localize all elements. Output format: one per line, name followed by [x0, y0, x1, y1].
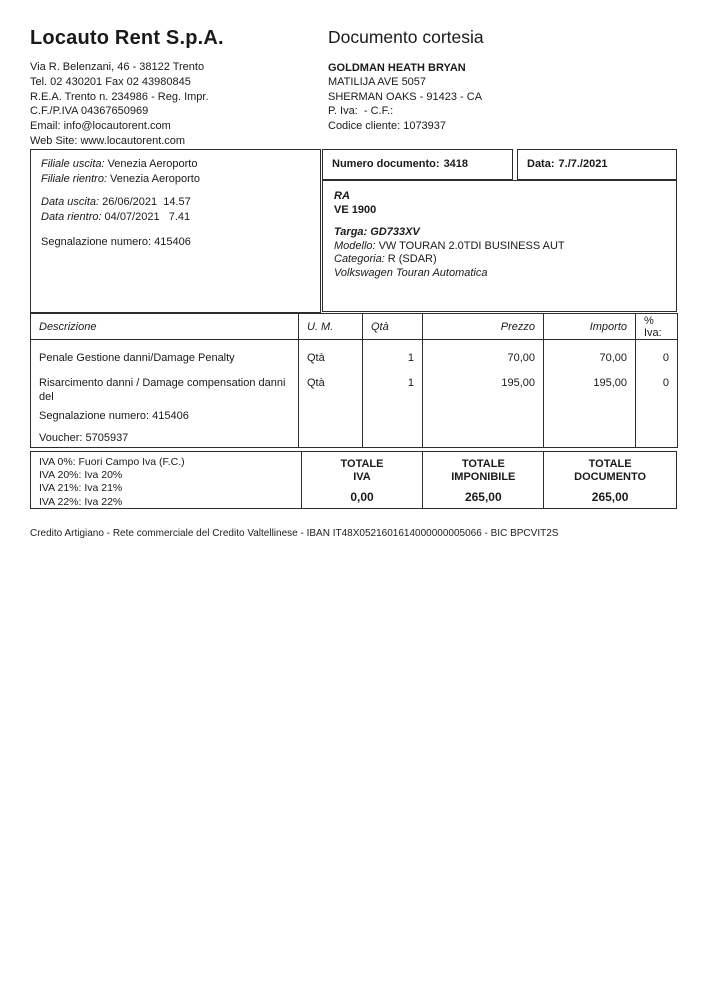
- customer-name: GOLDMAN HEATH BRYAN: [328, 62, 466, 74]
- branch-out-label: Filiale uscita:: [41, 158, 105, 170]
- header-prezzo: Prezzo: [423, 314, 544, 340]
- company-address: Via R. Belenzani, 46 - 38122 Trento: [30, 61, 205, 73]
- company-details: [30, 60, 224, 149]
- total-document-label-1: TOTALE: [588, 458, 632, 470]
- vehicle-info-box: [322, 180, 677, 312]
- date-in-line: [41, 210, 310, 225]
- category-line: [334, 253, 665, 267]
- header-importo: Importo: [544, 314, 636, 340]
- company-fiscal-code: C.F./P.IVA 04367650969: [30, 105, 149, 118]
- item-row: [31, 340, 678, 370]
- document-date-box: [517, 149, 677, 180]
- report-number-row: [31, 410, 678, 428]
- item-price: 195,00: [423, 370, 544, 410]
- voucher-row: [31, 428, 678, 448]
- date-out-label: Data uscita:: [41, 196, 100, 208]
- model-label: Modello:: [334, 239, 376, 252]
- total-document-box: [543, 452, 676, 508]
- branch-in-line: [41, 172, 310, 187]
- header-qta: Qtà: [363, 314, 423, 340]
- company-name: Locauto Rent S.p.A.: [30, 27, 224, 49]
- item-amount: 195,00: [544, 370, 636, 410]
- branch-in-value: Venezia Aeroporto: [110, 173, 200, 185]
- bank-details-line: Credito Artigiano - Rete commerciale del Credito Valtellinese - IBAN IT48X0521601614000000005066 - BIC BPCVIT2S: [30, 528, 559, 539]
- category-value: R (SDAR): [387, 253, 437, 265]
- total-taxable-value: 265,00: [464, 490, 502, 504]
- document-title: Documento cortesia: [328, 27, 484, 47]
- item-um: Qtà: [299, 340, 363, 370]
- header-descrizione: Descrizione: [31, 314, 299, 340]
- model-line: [334, 240, 665, 254]
- vat-legend-line: IVA 20%: Iva 20%: [39, 469, 123, 482]
- category-label: Categoria:: [334, 253, 385, 265]
- branch-out-line: [41, 157, 310, 172]
- header-um: U. M.: [299, 314, 363, 340]
- item-description: Risarcimento danni / Damage compensation danni del: [39, 376, 286, 403]
- date-in-label: Data rientro:: [41, 211, 102, 223]
- plate-value: GD733XV: [370, 226, 420, 238]
- company-website: Web Site: www.locautorent.com: [30, 134, 186, 147]
- total-document-value: 265,00: [591, 490, 629, 504]
- item-qty: 1: [363, 370, 423, 410]
- document-number-label: Numero documento:: [332, 158, 440, 170]
- customer-city: SHERMAN OAKS - 91423 - CA: [328, 90, 483, 103]
- company-block: [30, 26, 224, 149]
- item-vat: 0: [636, 370, 678, 410]
- items-header-row: [31, 314, 678, 340]
- total-vat-label-2: IVA: [353, 471, 371, 483]
- total-vat-box: [301, 452, 423, 508]
- vat-legend-line: IVA 22%: Iva 22%: [39, 495, 123, 508]
- date-out-value: 26/06/2021 14.57: [102, 196, 191, 208]
- company-phone-fax: Tel. 02 430201 Fax 02 43980845: [30, 75, 191, 88]
- voucher-cell: Voucher: 5705937: [39, 431, 129, 444]
- rental-type-code: RA: [334, 190, 350, 202]
- customer-address: MATILIJA AVE 5057: [328, 76, 427, 89]
- rental-info-box: [30, 149, 321, 313]
- item-description: Penale Gestione danni/Damage Penalty: [39, 352, 235, 364]
- header-iva: % Iva:: [636, 314, 678, 340]
- report-number-line: Segnalazione numero: 415406: [41, 236, 191, 248]
- date-out-line: [41, 195, 310, 210]
- document-number-box: [322, 149, 513, 180]
- totals-section: [30, 451, 677, 509]
- plate-label: Targa:: [334, 226, 368, 238]
- document-header-block: [328, 26, 484, 133]
- document-date-label: Data:: [527, 158, 555, 170]
- item-qty: 1: [363, 340, 423, 370]
- vat-legend: [31, 452, 301, 508]
- branch-in-label: Filiale rientro:: [41, 173, 108, 185]
- date-in-value: 04/07/2021 7.41: [104, 211, 191, 223]
- vehicle-description: Volkswagen Touran Automatica: [334, 266, 488, 279]
- item-um: Qtà: [299, 370, 363, 410]
- total-taxable-label-2: IMPONIBILE: [451, 471, 516, 483]
- total-taxable-label-1: TOTALE: [461, 458, 505, 470]
- total-vat-label-1: TOTALE: [340, 458, 384, 470]
- total-taxable-box: [422, 452, 543, 508]
- item-amount: 70,00: [544, 340, 636, 370]
- item-vat: 0: [636, 340, 678, 370]
- customer-code: Codice cliente: 1073937: [328, 119, 447, 132]
- items-table-container: [30, 313, 677, 448]
- plate-line: [334, 226, 665, 240]
- item-price: 70,00: [423, 340, 544, 370]
- vat-legend-line: IVA 0%: Fuori Campo Iva (F.C.): [39, 456, 185, 468]
- customer-block: [328, 61, 484, 133]
- items-table: [30, 313, 678, 448]
- company-rea: R.E.A. Trento n. 234986 - Reg. Impr.: [30, 90, 209, 103]
- branch-out-value: Venezia Aeroporto: [107, 158, 198, 170]
- document-number-value: 3418: [443, 158, 469, 170]
- total-vat-value: 0,00: [350, 490, 374, 504]
- report-number-cell: Segnalazione numero: 415406: [39, 409, 189, 422]
- item-row: [31, 370, 678, 410]
- document-date-value: 7./7./2021: [558, 158, 608, 170]
- model-value: VW TOURAN 2.0TDI BUSINESS AUT: [378, 239, 565, 252]
- vat-legend-line: IVA 21%: Iva 21%: [39, 482, 123, 495]
- company-email: Email: info@locautorent.com: [30, 120, 171, 133]
- customer-vat-line: P. Iva: - C.F.:: [328, 105, 397, 118]
- agreement-code: VE 1900: [334, 203, 377, 216]
- total-document-label-2: DOCUMENTO: [574, 471, 647, 483]
